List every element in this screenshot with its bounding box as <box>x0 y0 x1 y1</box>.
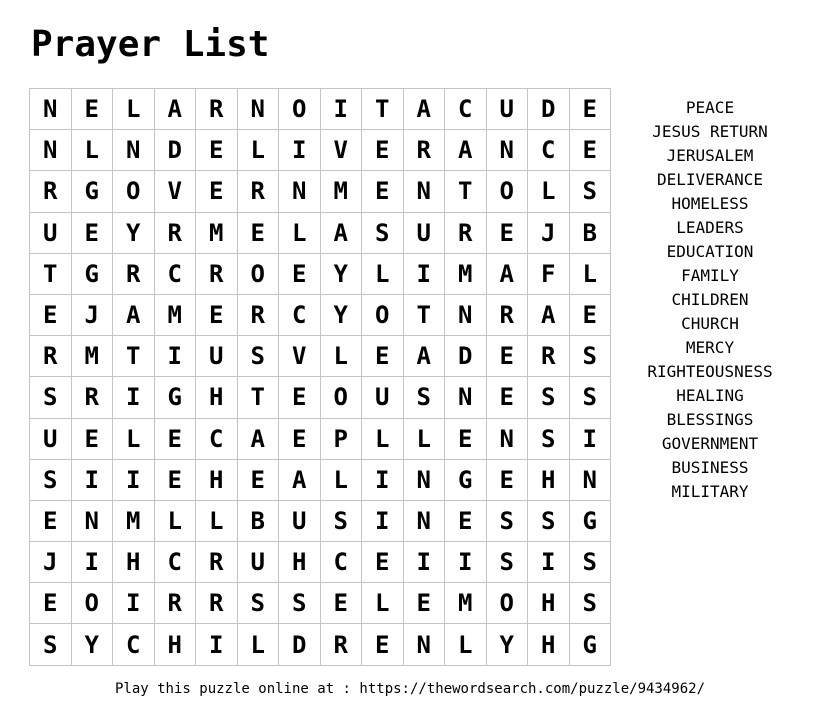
grid-cell[interactable]: L <box>362 418 404 459</box>
grid-cell[interactable]: A <box>445 130 487 171</box>
grid-cell[interactable]: O <box>320 377 362 418</box>
footer-link-text: Play this puzzle online at : https://thewordsearch.com/puzzle/9434962/ <box>114 681 705 697</box>
grid-cell[interactable]: A <box>486 253 528 294</box>
grid-cell[interactable]: C <box>279 294 321 335</box>
grid-cell[interactable]: U <box>30 212 72 253</box>
grid-cell[interactable]: A <box>279 459 321 500</box>
grid-cell[interactable]: C <box>528 130 570 171</box>
word-list-item: RIGHTEOUSNESS <box>647 362 773 381</box>
word-list <box>630 96 790 504</box>
grid-cell[interactable]: R <box>154 212 196 253</box>
grid-cell[interactable]: S <box>30 377 72 418</box>
grid-cell[interactable]: E <box>403 583 445 624</box>
grid-cell[interactable]: U <box>196 336 238 377</box>
word-list-item: CHURCH <box>681 314 739 333</box>
word-list-item: JERUSALEM <box>666 146 754 165</box>
grid-cell[interactable]: T <box>237 377 279 418</box>
grid-cell[interactable]: T <box>113 336 155 377</box>
grid-cell[interactable]: J <box>30 542 72 583</box>
grid-row <box>30 294 611 335</box>
grid-cell[interactable]: R <box>71 377 113 418</box>
grid-cell[interactable]: C <box>154 253 196 294</box>
grid-cell[interactable]: E <box>71 212 113 253</box>
grid-cell[interactable]: E <box>154 418 196 459</box>
grid-cell[interactable]: T <box>445 171 487 212</box>
grid-cell[interactable]: S <box>30 459 72 500</box>
grid-cell[interactable]: E <box>237 212 279 253</box>
grid-cell[interactable]: G <box>154 377 196 418</box>
grid-cell[interactable]: I <box>403 253 445 294</box>
word-list-item: HEALING <box>676 386 744 405</box>
grid-cell[interactable]: N <box>403 624 445 665</box>
grid-cell[interactable]: E <box>486 336 528 377</box>
grid-cell[interactable]: E <box>196 130 238 171</box>
grid-cell[interactable]: I <box>320 89 362 130</box>
grid-cell[interactable]: R <box>154 583 196 624</box>
grid-cell[interactable]: O <box>279 89 321 130</box>
grid-cell[interactable]: E <box>320 583 362 624</box>
grid-cell[interactable]: H <box>196 377 238 418</box>
grid-cell[interactable]: L <box>320 336 362 377</box>
grid-cell[interactable]: R <box>196 583 238 624</box>
grid-cell[interactable]: L <box>237 130 279 171</box>
grid-cell[interactable]: R <box>30 171 72 212</box>
grid-row <box>30 212 611 253</box>
grid-cell[interactable]: H <box>279 542 321 583</box>
grid-row <box>30 253 611 294</box>
grid-cell[interactable]: L <box>320 459 362 500</box>
grid-cell[interactable]: O <box>71 583 113 624</box>
grid-cell[interactable]: S <box>279 583 321 624</box>
grid-cell[interactable]: L <box>71 130 113 171</box>
grid-cell[interactable]: Y <box>71 624 113 665</box>
grid-cell[interactable]: I <box>113 583 155 624</box>
grid-cell[interactable]: R <box>486 294 528 335</box>
grid-cell[interactable]: Y <box>320 253 362 294</box>
grid-cell[interactable]: G <box>445 459 487 500</box>
grid-cell[interactable]: H <box>528 624 570 665</box>
grid-cell[interactable]: M <box>445 583 487 624</box>
word-list-item: LEADERS <box>676 218 744 237</box>
grid-cell[interactable]: T <box>362 89 404 130</box>
grid-cell[interactable]: L <box>237 624 279 665</box>
grid-cell[interactable]: I <box>196 624 238 665</box>
word-list-item: GOVERNMENT <box>661 434 759 453</box>
grid-cell[interactable]: B <box>569 212 611 253</box>
grid-cell[interactable]: S <box>237 336 279 377</box>
grid-cell[interactable]: R <box>196 542 238 583</box>
grid-cell[interactable]: E <box>445 418 487 459</box>
grid-cell[interactable]: C <box>154 542 196 583</box>
word-list-item: BUSINESS <box>671 458 749 477</box>
grid-cell[interactable]: A <box>528 294 570 335</box>
grid-cell[interactable]: S <box>528 377 570 418</box>
word-list-item: MERCY <box>685 338 735 357</box>
grid-cell[interactable]: R <box>320 624 362 665</box>
grid-cell[interactable]: M <box>320 171 362 212</box>
grid-cell[interactable]: J <box>528 212 570 253</box>
grid-row <box>30 624 611 665</box>
grid-row <box>30 418 611 459</box>
grid-cell[interactable]: M <box>154 294 196 335</box>
grid-cell[interactable]: G <box>569 500 611 541</box>
grid-cell[interactable]: E <box>279 418 321 459</box>
grid-cell[interactable]: M <box>445 253 487 294</box>
grid-cell[interactable]: H <box>196 459 238 500</box>
grid-cell[interactable]: R <box>196 89 238 130</box>
grid-cell[interactable]: E <box>362 130 404 171</box>
grid-cell[interactable]: D <box>154 130 196 171</box>
grid-cell[interactable]: E <box>486 212 528 253</box>
grid-cell[interactable]: N <box>403 171 445 212</box>
grid-cell[interactable]: G <box>71 171 113 212</box>
grid-cell[interactable]: V <box>279 336 321 377</box>
grid-cell[interactable]: E <box>279 253 321 294</box>
grid-row <box>30 336 611 377</box>
grid-cell[interactable]: L <box>154 500 196 541</box>
grid-cell[interactable]: O <box>237 253 279 294</box>
grid-cell[interactable]: E <box>154 459 196 500</box>
grid-cell[interactable]: E <box>279 377 321 418</box>
grid-cell[interactable]: G <box>569 624 611 665</box>
grid-cell[interactable]: A <box>403 336 445 377</box>
grid-cell[interactable]: R <box>445 212 487 253</box>
grid-cell[interactable]: H <box>528 459 570 500</box>
grid-cell[interactable]: S <box>320 500 362 541</box>
grid-cell[interactable]: P <box>320 418 362 459</box>
grid-cell[interactable]: N <box>30 89 72 130</box>
grid-cell[interactable]: C <box>445 89 487 130</box>
grid-cell[interactable]: A <box>154 89 196 130</box>
grid-cell[interactable]: E <box>486 377 528 418</box>
grid-cell[interactable]: U <box>403 212 445 253</box>
grid-cell[interactable]: E <box>30 583 72 624</box>
grid-cell[interactable]: L <box>196 500 238 541</box>
grid-cell[interactable]: I <box>362 459 404 500</box>
grid-cell[interactable]: G <box>71 253 113 294</box>
grid-cell[interactable]: S <box>486 500 528 541</box>
grid-row <box>30 89 611 130</box>
grid-cell[interactable]: E <box>362 624 404 665</box>
grid-cell[interactable]: I <box>154 336 196 377</box>
grid-cell[interactable]: L <box>362 583 404 624</box>
grid-cell[interactable]: L <box>113 89 155 130</box>
grid-row <box>30 500 611 541</box>
grid-cell[interactable]: M <box>71 336 113 377</box>
grid-cell[interactable]: E <box>196 171 238 212</box>
grid-cell[interactable]: N <box>71 500 113 541</box>
grid-cell[interactable]: N <box>569 459 611 500</box>
grid-cell[interactable]: U <box>30 418 72 459</box>
grid-cell[interactable]: U <box>279 500 321 541</box>
grid-cell[interactable]: N <box>279 171 321 212</box>
grid-cell[interactable]: S <box>569 171 611 212</box>
grid-cell[interactable]: I <box>113 377 155 418</box>
grid-cell[interactable]: E <box>196 294 238 335</box>
grid-row <box>30 459 611 500</box>
grid-cell[interactable]: E <box>71 89 113 130</box>
grid-cell[interactable]: N <box>486 418 528 459</box>
word-list-item: BLESSINGS <box>666 410 754 429</box>
grid-cell[interactable]: S <box>569 377 611 418</box>
grid-cell[interactable]: S <box>569 583 611 624</box>
grid-cell[interactable]: S <box>528 500 570 541</box>
grid-cell[interactable]: I <box>362 500 404 541</box>
grid-cell[interactable]: T <box>30 253 72 294</box>
grid-cell[interactable]: A <box>403 89 445 130</box>
grid-cell[interactable]: N <box>445 294 487 335</box>
grid-row <box>30 542 611 583</box>
page-title: Prayer List <box>31 24 270 65</box>
grid-cell[interactable]: I <box>445 542 487 583</box>
grid-cell[interactable]: E <box>30 500 72 541</box>
letter-grid <box>29 88 611 666</box>
grid-cell[interactable]: C <box>320 542 362 583</box>
grid-cell[interactable]: E <box>569 89 611 130</box>
grid-cell[interactable]: E <box>445 500 487 541</box>
grid-cell[interactable]: N <box>403 459 445 500</box>
grid-cell[interactable]: S <box>30 624 72 665</box>
word-list-item: MILITARY <box>671 482 749 501</box>
grid-cell[interactable]: N <box>30 130 72 171</box>
grid-cell[interactable]: V <box>154 171 196 212</box>
grid-cell[interactable]: E <box>71 418 113 459</box>
word-list-item: EDUCATION <box>666 242 754 261</box>
grid-cell[interactable]: D <box>528 89 570 130</box>
word-list-item: JESUS RETURN <box>652 122 768 141</box>
grid-cell[interactable]: U <box>237 542 279 583</box>
grid-cell[interactable]: A <box>237 418 279 459</box>
grid-cell[interactable]: M <box>196 212 238 253</box>
grid-row <box>30 130 611 171</box>
grid-cell[interactable]: I <box>569 418 611 459</box>
word-list-item: CHILDREN <box>671 290 749 309</box>
grid-row <box>30 377 611 418</box>
grid-cell[interactable]: L <box>113 418 155 459</box>
grid-cell[interactable]: V <box>320 130 362 171</box>
grid-cell[interactable]: R <box>30 336 72 377</box>
grid-cell[interactable]: I <box>71 459 113 500</box>
grid-cell[interactable]: N <box>486 130 528 171</box>
grid-cell[interactable]: I <box>113 459 155 500</box>
grid-cell[interactable]: D <box>279 624 321 665</box>
grid-row <box>30 583 611 624</box>
grid-cell[interactable]: C <box>113 624 155 665</box>
grid-cell[interactable]: I <box>528 542 570 583</box>
grid-cell[interactable]: A <box>320 212 362 253</box>
grid-cell[interactable]: U <box>486 89 528 130</box>
grid-cell[interactable]: D <box>445 336 487 377</box>
grid-cell[interactable]: I <box>403 542 445 583</box>
grid-cell[interactable]: R <box>113 253 155 294</box>
grid-cell[interactable]: E <box>569 130 611 171</box>
grid-cell[interactable]: L <box>445 624 487 665</box>
grid-cell[interactable]: L <box>528 171 570 212</box>
word-list-item: PEACE <box>685 98 735 117</box>
grid-cell[interactable]: N <box>445 377 487 418</box>
grid-cell[interactable]: S <box>403 377 445 418</box>
grid-cell[interactable]: H <box>113 542 155 583</box>
grid-cell[interactable]: R <box>403 130 445 171</box>
grid-cell[interactable]: E <box>362 336 404 377</box>
grid-cell[interactable]: O <box>113 171 155 212</box>
grid-cell[interactable]: M <box>113 500 155 541</box>
grid-cell[interactable]: N <box>237 89 279 130</box>
grid-cell[interactable]: R <box>528 336 570 377</box>
grid-cell[interactable]: E <box>486 459 528 500</box>
grid-cell[interactable]: S <box>237 583 279 624</box>
grid-cell[interactable]: N <box>403 500 445 541</box>
grid-cell[interactable]: B <box>237 500 279 541</box>
grid-cell[interactable]: S <box>486 542 528 583</box>
grid-cell[interactable]: O <box>362 294 404 335</box>
grid-cell[interactable]: N <box>113 130 155 171</box>
grid-cell[interactable]: S <box>528 418 570 459</box>
grid-cell[interactable]: L <box>569 253 611 294</box>
grid-cell[interactable]: R <box>237 294 279 335</box>
grid-cell[interactable]: U <box>362 377 404 418</box>
grid-cell[interactable]: T <box>403 294 445 335</box>
grid-cell[interactable]: R <box>237 171 279 212</box>
grid-cell[interactable]: S <box>362 212 404 253</box>
grid-cell[interactable]: E <box>237 459 279 500</box>
grid-cell[interactable]: A <box>113 294 155 335</box>
grid-cell[interactable]: L <box>279 212 321 253</box>
grid-cell[interactable]: I <box>71 542 113 583</box>
grid-cell[interactable]: Y <box>486 624 528 665</box>
grid-cell[interactable]: E <box>30 294 72 335</box>
grid-cell[interactable]: L <box>362 253 404 294</box>
grid-cell[interactable]: O <box>486 171 528 212</box>
grid-cell[interactable]: J <box>71 294 113 335</box>
grid-cell[interactable]: S <box>569 336 611 377</box>
grid-cell[interactable]: L <box>403 418 445 459</box>
grid-cell[interactable]: R <box>196 253 238 294</box>
word-list-item: DELIVERANCE <box>657 170 763 189</box>
grid-row <box>30 171 611 212</box>
grid-cell[interactable]: I <box>279 130 321 171</box>
grid-cell[interactable]: E <box>362 542 404 583</box>
grid-cell[interactable]: Y <box>113 212 155 253</box>
grid-cell[interactable]: E <box>569 294 611 335</box>
word-list-item: HOMELESS <box>671 194 749 213</box>
grid-cell[interactable]: F <box>528 253 570 294</box>
grid-cell[interactable]: H <box>528 583 570 624</box>
grid-cell[interactable]: H <box>154 624 196 665</box>
grid-cell[interactable]: C <box>196 418 238 459</box>
grid-cell[interactable]: O <box>486 583 528 624</box>
grid-cell[interactable]: Y <box>320 294 362 335</box>
grid-cell[interactable]: S <box>569 542 611 583</box>
grid-cell[interactable]: E <box>362 171 404 212</box>
word-list-item: FAMILY <box>681 266 739 285</box>
